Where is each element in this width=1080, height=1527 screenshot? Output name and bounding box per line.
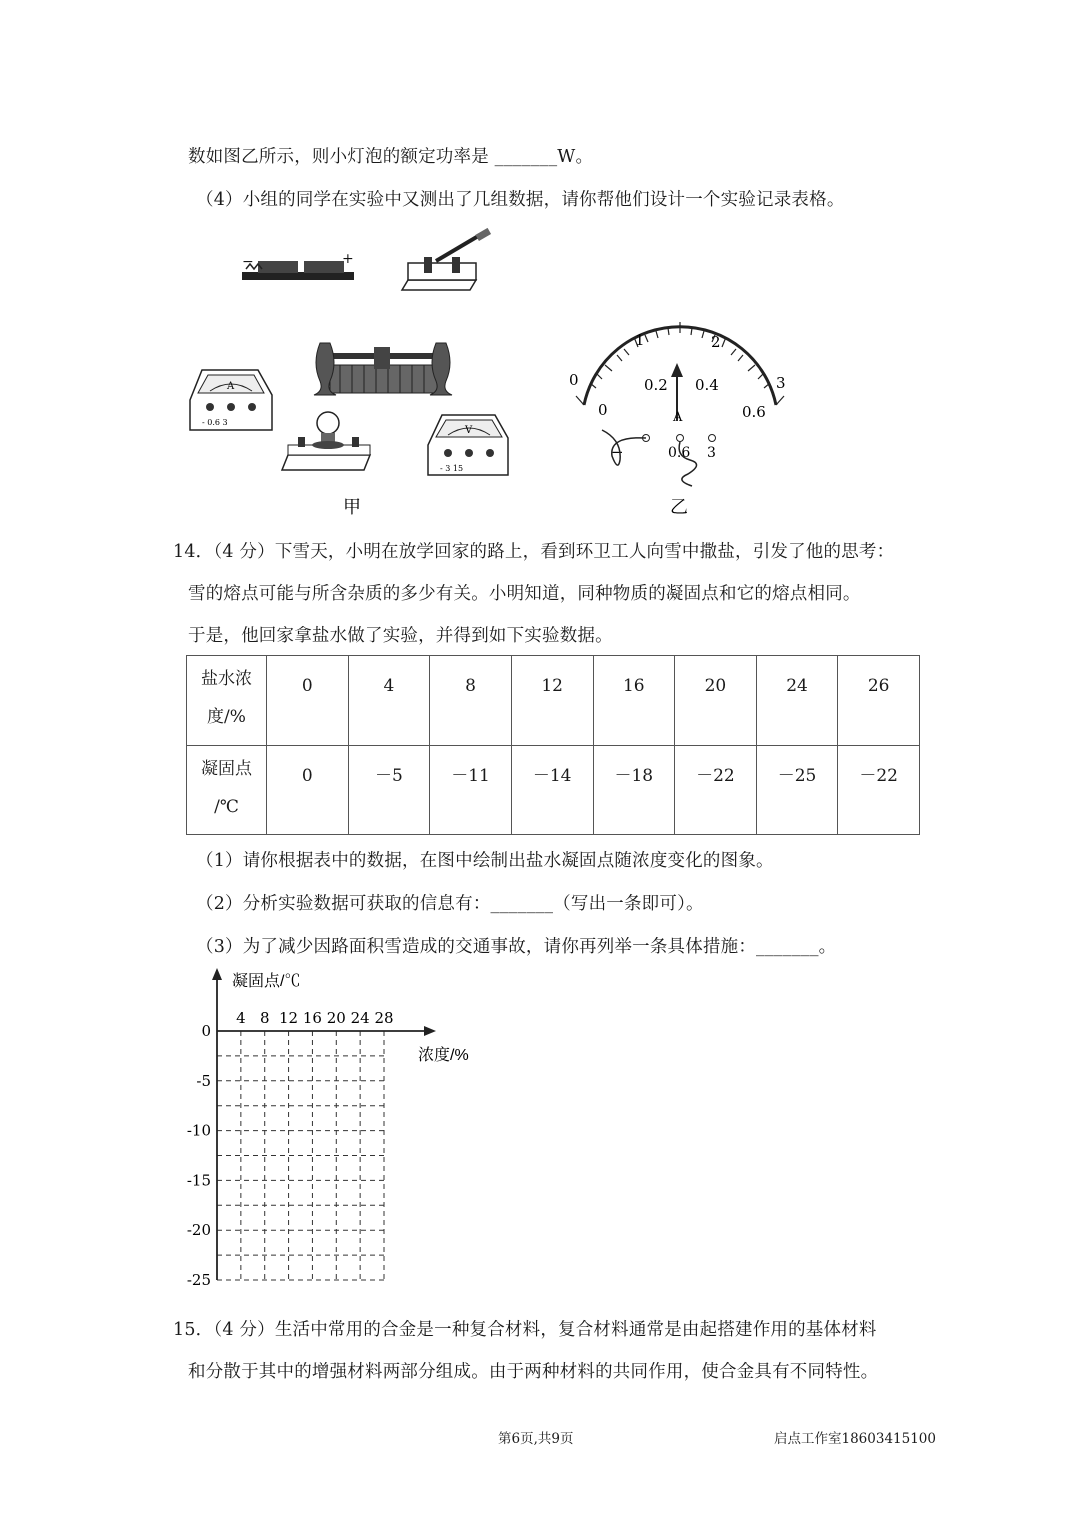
table-cell: －18 xyxy=(593,745,675,835)
voltmeter-icon xyxy=(428,415,508,475)
text-line-subq4: （4）小组的同学在实验中又测出了几组数据，请你帮他们设计一个实验记录表格。 xyxy=(196,190,845,210)
table-cell: －11 xyxy=(430,745,512,835)
question-14-line1: 14．（4 分）下雪天，小明在放学回家的路上，看到环卫工人向雪中撒盐，引发了他的思考： xyxy=(173,542,895,562)
table-cell: 8 xyxy=(430,656,512,746)
voltmeter-face-label: V xyxy=(465,425,473,436)
dial-outer-0: 0 xyxy=(569,371,579,389)
dial-inner-02: 0.2 xyxy=(644,376,668,394)
x-tick-label: 24 xyxy=(350,1009,370,1027)
y-tick-label: -5 xyxy=(196,1071,211,1090)
y-axis-arrow xyxy=(212,968,222,980)
apparatus-figure xyxy=(180,225,800,520)
x-tick-label: 12 xyxy=(279,1009,299,1027)
subquestion-1: （1）请你根据表中的数据，在图中绘制出盐水凝固点随浓度变化的图象。 xyxy=(196,851,774,871)
battery-minus-label: − xyxy=(242,254,254,270)
ammeter-base-label: - 0.6 3 xyxy=(202,418,228,427)
x-tick-label: 4 xyxy=(236,1009,246,1027)
question-14-line2: 雪的熔点可能与所含杂质的多少有关。小明知道，同种物质的凝固点和它的熔点相同。 xyxy=(188,584,861,604)
subquestion-3: （3）为了减少因路面积雪造成的交通事故，请你再列举一条具体措施：_______。 xyxy=(196,937,837,957)
y-tick-label: -25 xyxy=(186,1271,211,1289)
text-line-power: 数如图乙所示，则小灯泡的额定功率是 _______W。 xyxy=(188,147,594,167)
x-tick-label: 20 xyxy=(326,1009,346,1027)
table-cell: －5 xyxy=(348,745,430,835)
lamp-icon xyxy=(282,412,370,470)
question-14-line3: 于是，他回家拿盐水做了实验，并得到如下实验数据。 xyxy=(188,626,613,646)
dial-inner-0: 0 xyxy=(598,401,608,419)
table-cell: －14 xyxy=(511,745,593,835)
dial-outer-2: 2 xyxy=(711,333,721,351)
table-cell: 24 xyxy=(756,656,838,746)
y-tick-labels xyxy=(187,1022,211,1289)
ammeter-face-label: A xyxy=(227,381,235,392)
table-cell: 0 xyxy=(267,745,349,835)
y-tick-label: -15 xyxy=(186,1171,211,1190)
table-cell: －25 xyxy=(756,745,838,835)
table-row-header: 盐水浓 度/% xyxy=(187,656,267,746)
subquestion-2: （2）分析实验数据可获取的信息有：_______（写出一条即可）。 xyxy=(196,894,704,914)
table-cell: －22 xyxy=(838,745,920,835)
dial-outer-3: 3 xyxy=(776,374,786,392)
table-cell: 26 xyxy=(838,656,920,746)
x-tick-label: 16 xyxy=(302,1009,322,1027)
table-cell: 0 xyxy=(267,656,349,746)
dial-outer-1: 1 xyxy=(635,331,645,349)
table-cell: 16 xyxy=(593,656,675,746)
table-row-freezing-point xyxy=(187,745,920,835)
chart-grid xyxy=(217,1031,384,1280)
y-tick-label: 0 xyxy=(201,1022,211,1040)
ammeter-dial xyxy=(569,322,786,486)
dial-unit-label: A xyxy=(673,410,683,425)
freezing-point-chart xyxy=(186,962,490,1292)
x-tick-labels xyxy=(236,1009,393,1027)
page-number: 第6页,共9页 xyxy=(498,1431,574,1447)
y-tick-label: -20 xyxy=(186,1221,211,1240)
dial-inner-04: 0.4 xyxy=(695,376,719,394)
table-cell: 20 xyxy=(675,656,757,746)
table-cell: 12 xyxy=(511,656,593,746)
voltmeter-base-label: - 3 15 xyxy=(440,464,464,473)
x-tick-label: 28 xyxy=(374,1009,394,1027)
figure-label-yi: 乙 xyxy=(670,497,688,518)
battery-plus-label: + xyxy=(342,251,354,267)
dial-terminal-minus: − xyxy=(611,443,624,461)
y-tick-label: -10 xyxy=(186,1121,211,1140)
dial-terminal-3: 3 xyxy=(707,445,716,461)
dial-terminal-06: 0.6 xyxy=(668,445,691,461)
y-axis-label: 凝固点/℃ xyxy=(232,973,301,990)
ammeter-icon xyxy=(190,370,272,430)
table-cell: 4 xyxy=(348,656,430,746)
table-row-concentration xyxy=(187,656,920,746)
rheostat-icon xyxy=(314,343,452,395)
studio-credit: 启点工作室18603415100 xyxy=(774,1431,936,1447)
switch-icon xyxy=(402,228,491,290)
battery-icon xyxy=(242,251,354,280)
figure-label-jia: 甲 xyxy=(343,497,361,518)
x-tick-label: 8 xyxy=(259,1009,270,1027)
table-cell: －22 xyxy=(675,745,757,835)
x-axis-label: 浓度/% xyxy=(418,1047,469,1064)
table-row-header: 凝固点 /℃ xyxy=(187,745,267,835)
dial-inner-06: 0.6 xyxy=(742,403,766,421)
x-axis-arrow xyxy=(424,1026,436,1036)
question-15-line2: 和分散于其中的增强材料两部分组成。由于两种材料的共同作用，使合金具有不同特性。 xyxy=(188,1362,879,1382)
salt-water-table xyxy=(186,655,920,835)
question-15-line1: 15．（4 分）生活中常用的合金是一种复合材料，复合材料通常是由起搭建作用的基体材料 xyxy=(173,1320,877,1340)
